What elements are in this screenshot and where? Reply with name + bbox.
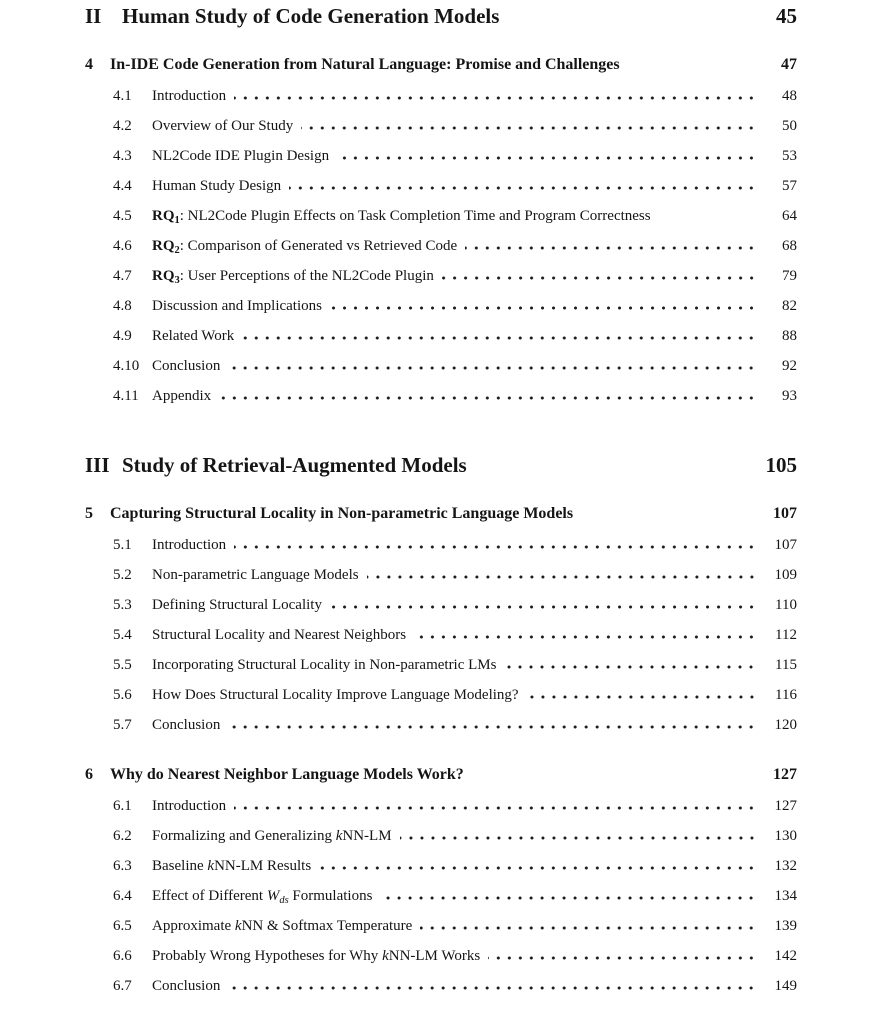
entry-title <box>152 141 329 171</box>
entry-number: 6.2 <box>113 828 132 844</box>
entry-number: 5.1 <box>113 537 132 553</box>
dot-leader <box>380 896 757 900</box>
entry-page-number: 127 <box>774 798 797 814</box>
entry-number: 4.1 <box>113 88 132 104</box>
title-segment: Human Study of Code Generation Models <box>122 4 500 28</box>
toc-section-4-7[interactable] <box>85 261 797 291</box>
dot-leader <box>219 396 757 400</box>
entry-title <box>110 764 464 786</box>
title-segment: W <box>266 888 280 904</box>
toc-section-5-4[interactable] <box>85 620 797 650</box>
entry-title <box>152 171 281 201</box>
entry-page-number: 110 <box>775 597 797 613</box>
toc-section-6-1[interactable] <box>85 791 797 821</box>
toc-section-5-2[interactable] <box>85 560 797 590</box>
entry-page-number: 79 <box>782 268 797 284</box>
toc-part-iii[interactable] <box>85 451 797 479</box>
toc-section-6-6[interactable] <box>85 941 797 971</box>
entry-title <box>122 451 467 479</box>
toc-section-4-9[interactable] <box>85 321 797 351</box>
entry-number: 6 <box>85 766 93 783</box>
title-segment: How Does Structural Locality Improve Language Modeling? <box>152 687 519 703</box>
title-segment: Discussion and Implications <box>152 298 322 314</box>
title-segment: In-IDE Code Generation from Natural Language: Promise and Challenges <box>110 56 620 73</box>
entry-number: 4.5 <box>113 208 132 224</box>
toc-section-6-2[interactable] <box>85 821 797 851</box>
entry-title <box>152 530 226 560</box>
title-segment: Introduction <box>152 88 227 104</box>
entry-number: 4.11 <box>113 388 139 404</box>
dot-leader <box>301 126 757 130</box>
entry-page-number: 107 <box>774 537 797 553</box>
toc-section-5-1[interactable] <box>85 530 797 560</box>
title-segment: ds <box>279 894 289 906</box>
entry-title <box>152 680 519 710</box>
title-segment: NL2Code IDE Plugin Design <box>152 148 330 164</box>
title-segment: Related Work <box>152 328 235 344</box>
title-segment: Incorporating Structural Locality in Non-parametric LMs <box>152 657 497 673</box>
title-segment: NN-LM Works <box>388 948 481 964</box>
entry-page-number: 107 <box>773 505 797 522</box>
toc-section-5-3[interactable] <box>85 590 797 620</box>
dot-leader <box>465 246 757 250</box>
title-segment: Formulations <box>288 888 373 904</box>
title-segment: : Comparison of Generated vs Retrieved Code <box>179 238 458 254</box>
title-segment: k <box>207 858 215 874</box>
entry-page-number: 50 <box>782 118 797 134</box>
dot-leader <box>228 986 757 990</box>
dot-leader <box>527 695 757 699</box>
entry-title <box>152 821 392 851</box>
toc-section-6-4[interactable] <box>85 881 797 911</box>
entry-number: 6.3 <box>113 858 132 874</box>
entry-title <box>152 291 322 321</box>
entry-number: 6.1 <box>113 798 132 814</box>
toc-part-ii[interactable] <box>85 2 797 30</box>
leader-spacer <box>581 514 757 518</box>
entry-number: 4.6 <box>113 238 132 254</box>
entry-number: 4.2 <box>113 118 132 134</box>
entry-number: 5.2 <box>113 567 132 583</box>
dot-leader <box>414 635 757 639</box>
toc-section-6-7[interactable] <box>85 971 797 1001</box>
title-segment: Defining Structural Locality <box>152 597 322 613</box>
entry-page-number: 47 <box>781 56 797 73</box>
entry-title <box>152 881 372 911</box>
entry-number: 5.3 <box>113 597 132 613</box>
title-segment: Probably Wrong Hypotheses for Why <box>152 948 383 964</box>
dot-leader <box>234 806 757 810</box>
title-segment: Conclusion <box>152 717 221 733</box>
title-segment: 1 <box>174 214 180 226</box>
title-segment: Appendix <box>152 388 212 404</box>
entry-page-number: 120 <box>774 717 797 733</box>
entry-number: 4.4 <box>113 178 132 194</box>
dot-leader <box>242 336 757 340</box>
title-segment: Conclusion <box>152 358 221 374</box>
entry-number: 5.4 <box>113 627 132 643</box>
leader-spacer <box>472 775 757 779</box>
entry-title <box>152 590 322 620</box>
toc-section-6-3[interactable] <box>85 851 797 881</box>
toc-section-4-8[interactable] <box>85 291 797 321</box>
dot-leader <box>228 366 757 370</box>
title-segment: Formalizing and Generalizing <box>152 828 336 844</box>
title-segment: k <box>382 948 389 964</box>
entry-page-number: 45 <box>776 4 797 28</box>
dot-leader <box>289 186 757 190</box>
entry-number: 4.9 <box>113 328 132 344</box>
entry-number: 6.5 <box>113 918 132 934</box>
entry-page-number: 68 <box>782 238 797 254</box>
title-segment: NN-LM Results <box>214 858 312 874</box>
entry-page-number: 53 <box>782 148 797 164</box>
toc-section-6-5[interactable] <box>85 911 797 941</box>
entry-title <box>152 941 480 971</box>
entry-page-number: 130 <box>774 828 797 844</box>
leader-spacer <box>659 216 757 220</box>
entry-title <box>152 851 311 881</box>
entry-page-number: 149 <box>774 978 797 994</box>
entry-title <box>110 503 573 525</box>
leader-spacer <box>475 468 756 472</box>
title-segment: : User Perceptions of the NL2Code Plugin <box>179 268 434 284</box>
entry-title <box>152 351 220 381</box>
dot-leader <box>337 156 757 160</box>
entry-page-number: 92 <box>782 358 797 374</box>
entry-title <box>152 261 434 291</box>
dot-leader <box>367 575 757 579</box>
entry-page-number: 88 <box>782 328 797 344</box>
title-segment: Capturing Structural Locality in Non-parametric Language Models <box>110 505 574 522</box>
entry-page-number: 109 <box>774 567 797 583</box>
title-segment: Structural Locality and Nearest Neighbors <box>152 627 407 643</box>
entry-page-number: 116 <box>775 687 797 703</box>
entry-title <box>152 231 457 261</box>
toc-section-4-3[interactable] <box>85 141 797 171</box>
entry-page-number: 82 <box>782 298 797 314</box>
dot-leader <box>442 276 757 280</box>
entry-title <box>152 650 496 680</box>
toc-chapter-4[interactable] <box>85 54 797 76</box>
entry-number: 5.7 <box>113 717 132 733</box>
toc-section-4-6[interactable] <box>85 231 797 261</box>
title-segment: 2 <box>174 244 180 256</box>
entry-title <box>152 560 359 590</box>
dot-leader <box>488 956 757 960</box>
entry-number: 6.4 <box>113 888 132 904</box>
entry-number: 4.10 <box>113 358 140 374</box>
toc-chapter-6[interactable] <box>85 764 797 786</box>
entry-number: 5.5 <box>113 657 132 673</box>
entry-title <box>152 381 211 411</box>
leader-spacer <box>628 65 757 69</box>
entry-number: 4.3 <box>113 148 132 164</box>
toc-chapter-5[interactable] <box>85 503 797 525</box>
dot-leader <box>330 605 757 609</box>
dot-leader <box>234 96 757 100</box>
dot-leader <box>420 926 757 930</box>
title-segment: k <box>234 918 242 934</box>
toc-section-4-1[interactable] <box>85 81 797 111</box>
entry-number: III <box>85 453 110 477</box>
title-segment: Overview of Our Study <box>152 118 294 134</box>
entry-number: 4.7 <box>113 268 132 284</box>
entry-number: 6.7 <box>113 978 132 994</box>
entry-title <box>152 791 226 821</box>
leader-spacer <box>507 19 757 23</box>
entry-page-number: 134 <box>774 888 797 904</box>
entry-number: 6.6 <box>113 948 132 964</box>
title-segment: Baseline <box>152 858 208 874</box>
entry-page-number: 132 <box>774 858 797 874</box>
entry-title <box>122 2 499 30</box>
entry-title <box>152 911 412 941</box>
entry-title <box>152 710 220 740</box>
title-segment: Introduction <box>152 798 227 814</box>
dot-leader <box>228 725 757 729</box>
dot-leader <box>319 866 757 870</box>
entry-title <box>152 201 651 231</box>
title-segment: Introduction <box>152 537 227 553</box>
entry-page-number: 64 <box>782 208 797 224</box>
entry-title <box>110 54 620 76</box>
title-segment: Human Study Design <box>152 178 282 194</box>
toc-section-5-7[interactable] <box>85 710 797 740</box>
title-segment: NN-LM <box>342 828 392 844</box>
dot-leader <box>330 306 757 310</box>
title-segment: NN & Softmax Temperature <box>241 918 413 934</box>
title-segment: Approximate <box>152 918 235 934</box>
entry-page-number: 48 <box>782 88 797 104</box>
toc-section-4-2[interactable] <box>85 111 797 141</box>
title-segment: RQ <box>152 268 175 284</box>
dot-leader <box>504 665 757 669</box>
toc-section-5-5[interactable] <box>85 650 797 680</box>
entry-page-number: 93 <box>782 388 797 404</box>
entry-page-number: 57 <box>782 178 797 194</box>
title-segment: 3 <box>174 274 180 286</box>
toc-section-4-5[interactable] <box>85 201 797 231</box>
entry-title <box>152 81 226 111</box>
toc-section-4-11[interactable] <box>85 381 797 411</box>
toc-section-5-6[interactable] <box>85 680 797 710</box>
title-segment: Study of Retrieval-Augmented Models <box>122 453 467 477</box>
entry-title <box>152 971 220 1001</box>
entry-page-number: 127 <box>773 766 797 783</box>
title-segment: Conclusion <box>152 978 221 994</box>
dot-leader <box>234 545 757 549</box>
toc-section-4-10[interactable] <box>85 351 797 381</box>
title-segment: : NL2Code Plugin Effects on Task Completion Time and Program Correctness <box>179 208 651 224</box>
dot-leader <box>400 836 757 840</box>
entry-page-number: 115 <box>775 657 797 673</box>
entry-number: 5.6 <box>113 687 132 703</box>
entry-title <box>152 321 234 351</box>
title-segment: Why do Nearest Neighbor Language Models Work? <box>110 766 464 783</box>
entry-page-number: 112 <box>775 627 797 643</box>
toc-section-4-4[interactable] <box>85 171 797 201</box>
title-segment: Non-parametric Language Models <box>152 567 359 583</box>
entry-title <box>152 111 293 141</box>
entry-number: 4 <box>85 56 93 73</box>
entry-page-number: 105 <box>765 453 797 477</box>
title-segment: RQ <box>152 238 175 254</box>
entry-number: II <box>85 4 102 28</box>
title-segment: Effect of Different <box>152 888 267 904</box>
title-segment: k <box>335 828 343 844</box>
entry-number: 5 <box>85 505 93 522</box>
title-segment: RQ <box>152 208 175 224</box>
entry-page-number: 139 <box>774 918 797 934</box>
entry-number: 4.8 <box>113 298 132 314</box>
entry-title <box>152 620 406 650</box>
entry-page-number: 142 <box>774 948 797 964</box>
